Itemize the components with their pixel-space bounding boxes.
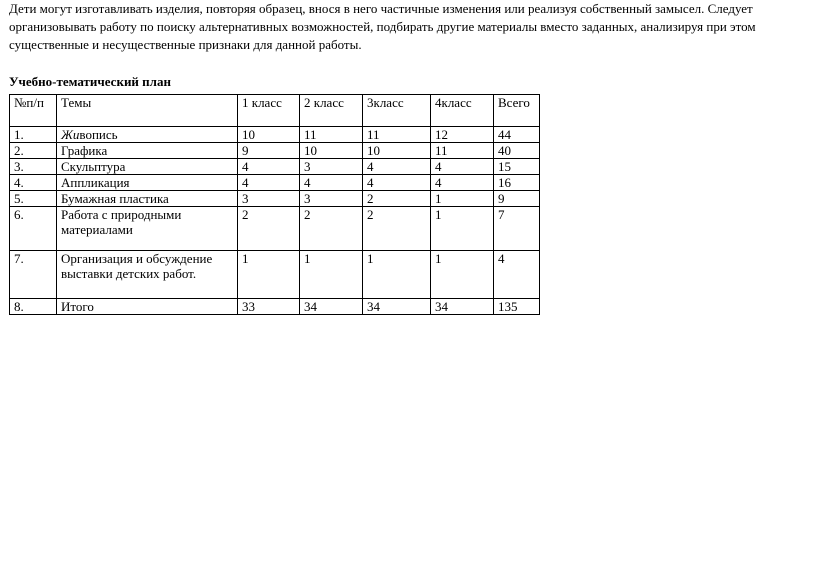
cell-grade1: 33 <box>238 299 300 315</box>
topic-line: Работа с природными <box>61 207 182 222</box>
cell-total: 7 <box>494 207 540 251</box>
cell-grade1: 9 <box>238 143 300 159</box>
cell-total: 16 <box>494 175 540 191</box>
cell-grade4: 4 <box>431 159 494 175</box>
cell-grade1: 4 <box>238 159 300 175</box>
cell-grade1: 10 <box>238 127 300 143</box>
topic-italic-part: Жи <box>61 127 80 142</box>
table-row <box>10 143 540 159</box>
header-cell: №п/п <box>10 95 57 127</box>
intro-line: организовывать работу по поиску альтернативных возможностей, подбирать другие материалы вместо заданных, анализируя при этом <box>9 19 756 34</box>
cell-grade2: 34 <box>300 299 363 315</box>
cell-topic: Графика <box>57 143 238 159</box>
cell-topic: Скульптура <box>57 159 238 175</box>
cell-total: 44 <box>494 127 540 143</box>
cell-num: 6. <box>10 207 57 251</box>
topic-line: Организация и обсуждение <box>61 251 213 266</box>
cell-grade4: 12 <box>431 127 494 143</box>
header-cell: 4класс <box>431 95 494 127</box>
cell-num: 4. <box>10 175 57 191</box>
cell-grade3: 2 <box>363 191 431 207</box>
cell-topic: Аппликация <box>57 175 238 191</box>
cell-topic <box>57 127 238 143</box>
cell-grade2: 1 <box>300 251 363 299</box>
table-row <box>10 251 540 299</box>
cell-grade3: 4 <box>363 159 431 175</box>
cell-grade4: 34 <box>431 299 494 315</box>
cell-topic <box>57 207 238 251</box>
intro-line: Дети могут изготавливать изделия, повторяя образец, внося в него частичные изменения или реализуя собственный замысел. Следует <box>9 1 753 16</box>
cell-num: 7. <box>10 251 57 299</box>
cell-grade4: 1 <box>431 191 494 207</box>
cell-grade4: 1 <box>431 207 494 251</box>
cell-grade1: 1 <box>238 251 300 299</box>
header-cell: Темы <box>57 95 238 127</box>
intro-line: существенные и несущественные признаки для данной работы. <box>9 37 362 52</box>
cell-grade4: 4 <box>431 175 494 191</box>
cell-grade1: 3 <box>238 191 300 207</box>
cell-total: 135 <box>494 299 540 315</box>
cell-num: 3. <box>10 159 57 175</box>
topic-line: материалами <box>61 222 133 237</box>
cell-grade1: 2 <box>238 207 300 251</box>
table-header-row <box>10 95 540 127</box>
cell-topic <box>57 251 238 299</box>
header-cell: 2 класс <box>300 95 363 127</box>
cell-num: 1. <box>10 127 57 143</box>
table-row-total <box>10 299 540 315</box>
table-row <box>10 207 540 251</box>
table-row <box>10 159 540 175</box>
cell-grade3: 11 <box>363 127 431 143</box>
cell-total: 40 <box>494 143 540 159</box>
cell-grade2: 2 <box>300 207 363 251</box>
cell-num: 5. <box>10 191 57 207</box>
plan-title: Учебно-тематический план <box>9 74 171 89</box>
cell-num: 8. <box>10 299 57 315</box>
topic-rest: вопись <box>79 127 118 142</box>
cell-grade4: 1 <box>431 251 494 299</box>
cell-grade3: 1 <box>363 251 431 299</box>
cell-grade2: 10 <box>300 143 363 159</box>
cell-grade3: 10 <box>363 143 431 159</box>
cell-grade2: 3 <box>300 159 363 175</box>
cell-grade2: 4 <box>300 175 363 191</box>
cell-grade2: 11 <box>300 127 363 143</box>
plan-table <box>9 94 540 315</box>
cell-grade3: 34 <box>363 299 431 315</box>
header-cell: 1 класс <box>238 95 300 127</box>
cell-num: 2. <box>10 143 57 159</box>
cell-grade2: 3 <box>300 191 363 207</box>
cell-grade3: 2 <box>363 207 431 251</box>
intro-paragraph <box>9 0 809 54</box>
cell-total: 15 <box>494 159 540 175</box>
cell-grade4: 11 <box>431 143 494 159</box>
cell-topic: Бумажная пластика <box>57 191 238 207</box>
cell-total: 4 <box>494 251 540 299</box>
cell-topic: Итого <box>57 299 238 315</box>
header-cell: 3класс <box>363 95 431 127</box>
table-row <box>10 127 540 143</box>
table-row <box>10 175 540 191</box>
cell-total: 9 <box>494 191 540 207</box>
header-cell: Всего <box>494 95 540 127</box>
table-row <box>10 191 540 207</box>
topic-line: выставки детских работ. <box>61 266 197 281</box>
cell-grade3: 4 <box>363 175 431 191</box>
cell-grade1: 4 <box>238 175 300 191</box>
